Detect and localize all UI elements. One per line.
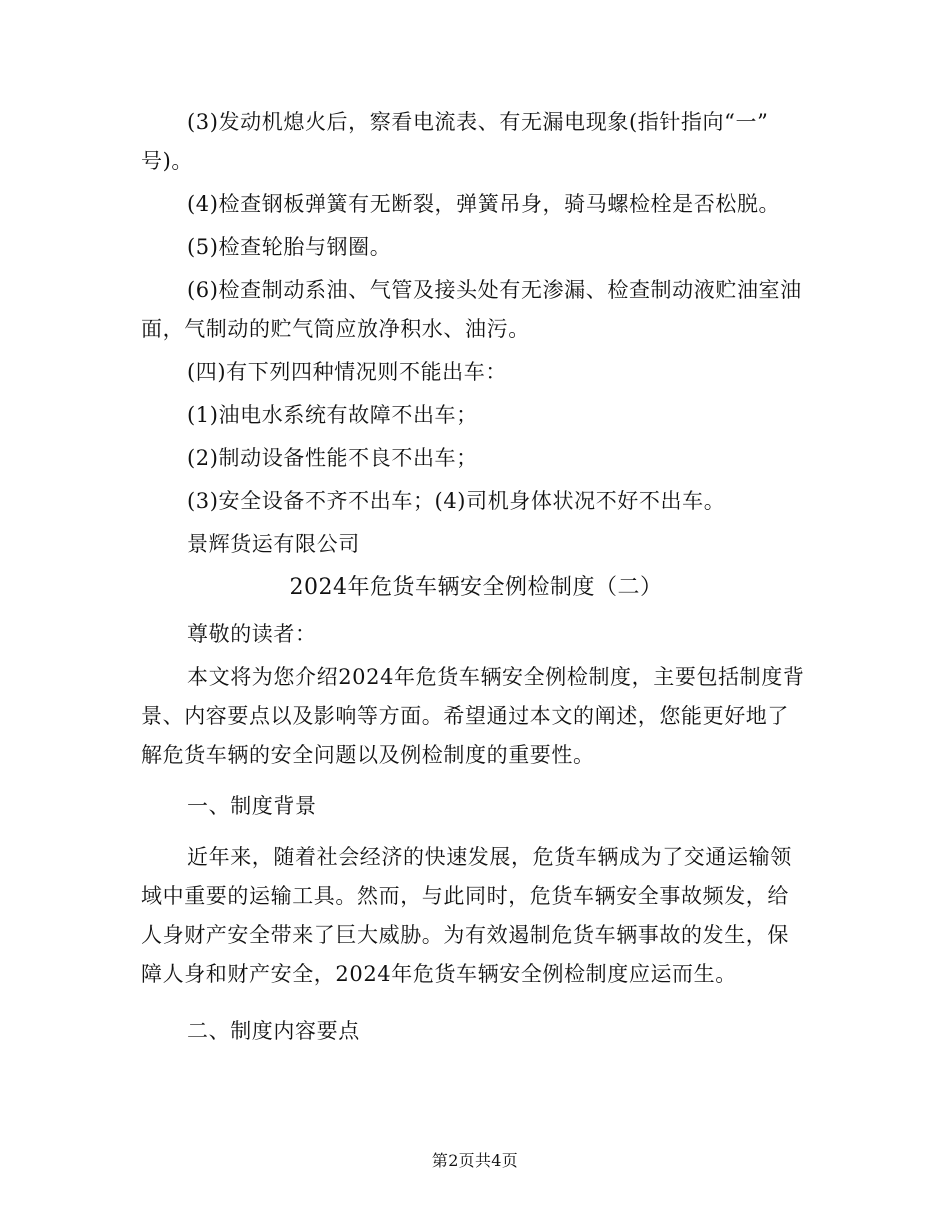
section-heading-four: (四)有下列四种情况则不能出车： — [187, 360, 507, 384]
paragraph-item-4: (4)检查钢板弹簧有无断裂，弹簧吊身，骑马螺检栓是否松脱。 — [187, 192, 781, 216]
list-item: (1)油电水系统有故障不出车； — [187, 403, 478, 427]
background-paragraph — [141, 838, 811, 994]
paragraph-line: 域中重要的运输工具。然而，与此同时，危货车辆安全事故频发，给 — [141, 884, 789, 908]
paragraph-line: 障人身和财产安全，2024年危货车辆安全例检制度应运而生。 — [141, 962, 737, 986]
paragraph-item-6 — [141, 271, 811, 349]
document-title: 2024年危货车辆安全例检制度（二） — [289, 575, 663, 600]
paragraph-line: 号)。 — [141, 149, 193, 173]
paragraph-line: 面，气制动的贮气筒应放净积水、油污。 — [141, 317, 530, 341]
company-name: 景辉货运有限公司 — [187, 532, 360, 556]
paragraph-item-3 — [141, 103, 811, 181]
paragraph-line: 人身财产安全带来了巨大威胁。为有效遏制危货车辆事故的发生，保 — [141, 923, 789, 947]
paragraph-line: 近年来，随着社会经济的快速发展，危货车辆成为了交通运输领 — [187, 845, 792, 869]
paragraph-line: 景、内容要点以及影响等方面。希望通过本文的阐述，您能更好地了 — [141, 704, 789, 728]
page-number: 第2页共4页 — [431, 1151, 519, 1170]
greeting: 尊敬的读者： — [187, 622, 317, 646]
list-item: (2)制动设备性能不良不出车； — [187, 446, 478, 470]
list-item: (3)安全设备不齐不出车；(4)司机身体状况不好不出车。 — [187, 489, 726, 513]
paragraph-item-5: (5)检查轮胎与钢圈。 — [187, 235, 392, 259]
paragraph-line: (3)发动机熄火后，察看电流表、有无漏电现象(指针指向“一” — [187, 110, 769, 134]
section-heading-background: 一、制度背景 — [187, 794, 317, 818]
paragraph-line: (6)检查制动系油、气管及接头处有无渗漏、检查制动液贮油室油 — [187, 278, 802, 302]
paragraph-line: 解危货车辆的安全问题以及例检制度的重要性。 — [141, 743, 595, 767]
document-body — [141, 103, 811, 1051]
intro-paragraph — [141, 658, 811, 775]
paragraph-line: 本文将为您介绍2024年危货车辆安全例检制度，主要包括制度背 — [187, 665, 805, 689]
section-heading-content: 二、制度内容要点 — [187, 1019, 360, 1043]
